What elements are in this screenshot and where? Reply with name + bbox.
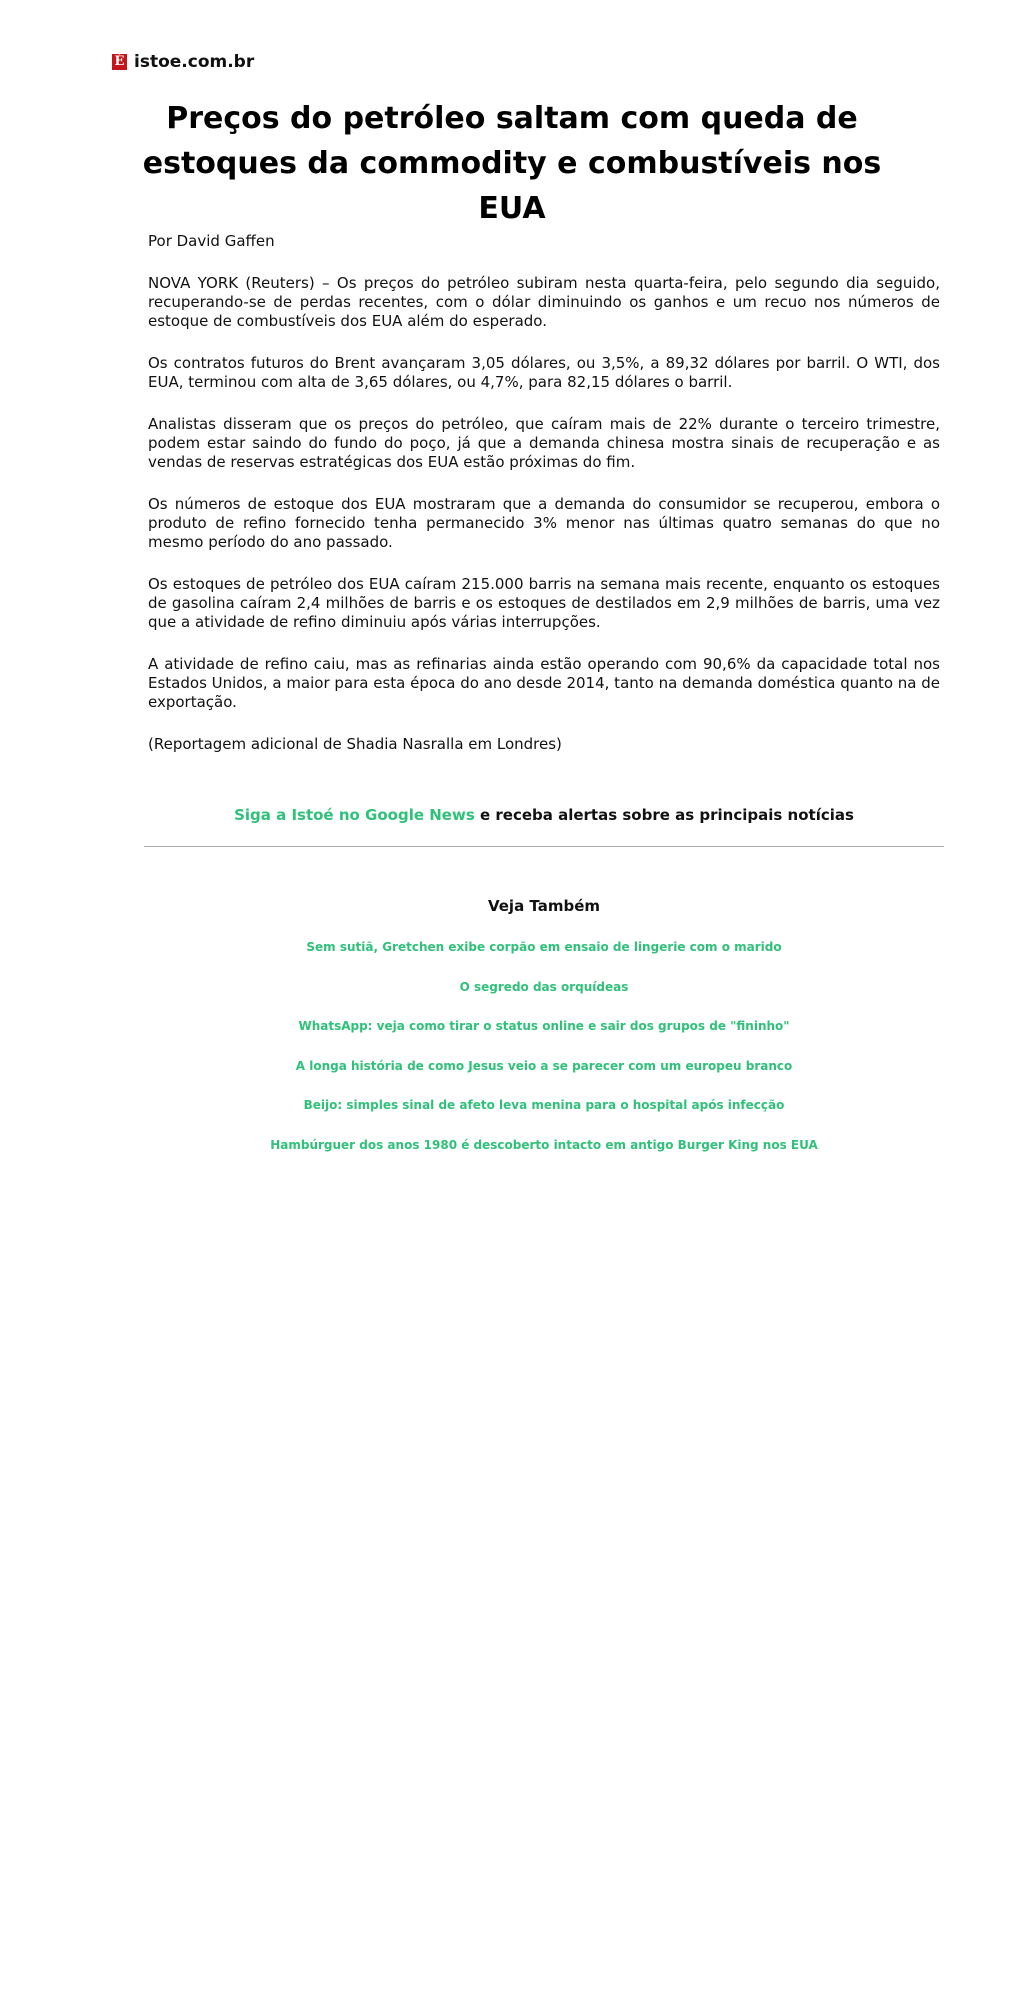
site-header bbox=[112, 52, 254, 72]
article-credit: (Reportagem adicional de Shadia Nasralla em Londres) bbox=[148, 735, 562, 753]
site-name[interactable]: istoe.com.br bbox=[134, 52, 255, 72]
list-item bbox=[144, 1055, 944, 1095]
google-news-cta-text: e receba alertas sobre as principais notícias bbox=[474, 806, 854, 824]
article-paragraph: A atividade de refino caiu, mas as refinarias ainda estão operando com 90,6% da capacidade total nos Estados Unidos, a maior para esta época do ano desde 2014, tanto na demanda doméstica quanto na de exportação. bbox=[148, 655, 940, 711]
related-title: Veja Também bbox=[487, 897, 601, 915]
page-title: Preços do petróleo saltam com queda de estoques da commodity e combustíveis nos EUA bbox=[142, 101, 882, 226]
list-item bbox=[144, 976, 944, 1016]
related-link[interactable]: A longa história de como Jesus veio a se parecer com um europeu branco bbox=[295, 1058, 793, 1073]
related-link[interactable]: O segredo das orquídeas bbox=[459, 979, 629, 994]
article-paragraph: Os estoques de petróleo dos EUA caíram 215.000 barris na semana mais recente, enquanto os estoques de gasolina caíram 2,4 milhões de barris e os estoques de destilados em 2,9 milhões de barris, uma vez que a atividade de refino diminuiu após várias interrupções. bbox=[148, 575, 940, 631]
list-item bbox=[144, 1094, 944, 1134]
article-paragraph: NOVA YORK (Reuters) – Os preços do petróleo subiram nesta quarta-feira, pelo segundo dia seguido, recuperando-se de perdas recentes, com o dólar diminuindo os ganhos e um recuo nos números de estoque de combustíveis dos EUA além do esperado. bbox=[148, 274, 940, 330]
section-divider bbox=[144, 846, 944, 847]
google-news-cta bbox=[144, 806, 944, 824]
related-link[interactable]: Sem sutiã, Gretchen exibe corpão em ensaio de lingerie com o marido bbox=[306, 940, 782, 954]
article-paragraph: Analistas disseram que os preços do petróleo, que caíram mais de 22% durante o terceiro trimestre, podem estar saindo do fundo do poço, já que a demanda chinesa mostra sinais de recuperação e as vendas de reservas estratégicas dos EUA estão próximas do fim. bbox=[148, 415, 940, 471]
site-logo-icon[interactable]: É bbox=[112, 54, 127, 70]
list-item bbox=[144, 936, 944, 976]
related-list bbox=[144, 936, 944, 1173]
related-articles bbox=[144, 896, 944, 1173]
article-paragraph: Os números de estoque dos EUA mostraram que a demanda do consumidor se recuperou, embora o produto de refino fornecido tenha permanecido 3% menor nas últimas quatro semanas do que no mesmo período do ano passado. bbox=[148, 495, 940, 551]
list-item bbox=[144, 1015, 944, 1055]
google-news-link[interactable]: Siga a Istoé no Google News bbox=[234, 806, 475, 824]
related-link[interactable]: WhatsApp: veja como tirar o status online e sair dos grupos de "fininho" bbox=[298, 1019, 790, 1033]
article-paragraph: Os contratos futuros do Brent avançaram 3,05 dólares, ou 3,5%, a 89,32 dólares por barril. O WTI, dos EUA, terminou com alta de 3,65 dólares, ou 4,7%, para 82,15 dólares o barril. bbox=[148, 354, 940, 391]
article-byline: Por David Gaffen bbox=[148, 232, 275, 250]
related-link[interactable]: Hambúrguer dos anos 1980 é descoberto intacto em antigo Burger King nos EUA bbox=[270, 1137, 818, 1152]
article-body bbox=[148, 232, 940, 777]
related-link[interactable]: Beijo: simples sinal de afeto leva menina para o hospital após infecção bbox=[303, 1098, 785, 1112]
list-item bbox=[144, 1134, 944, 1174]
